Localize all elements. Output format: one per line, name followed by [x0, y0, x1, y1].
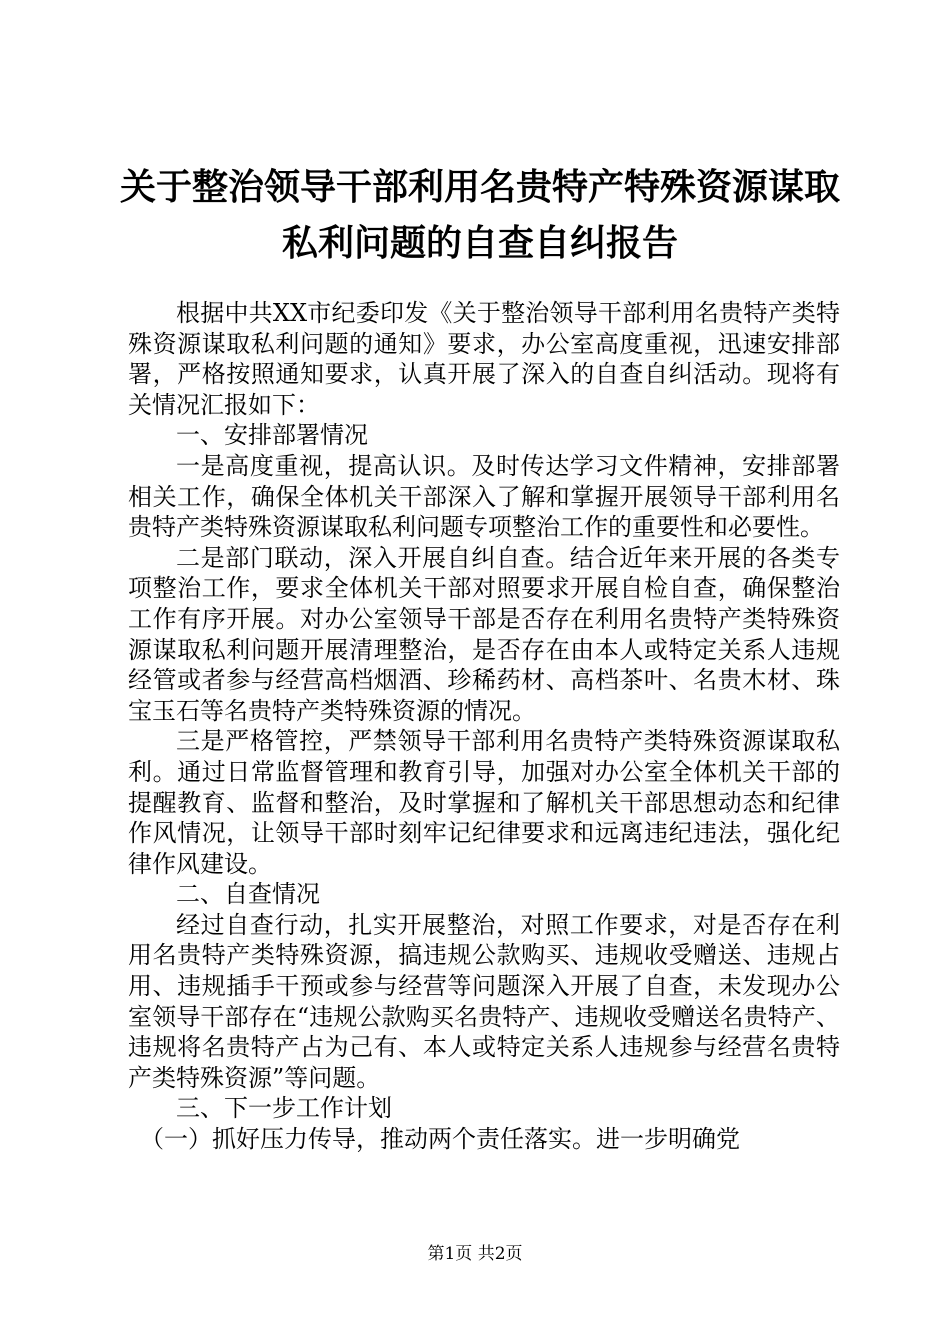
section-heading-1: 一、安排部署情况 [176, 421, 368, 450]
paragraph-self-check: 经过自查行动，扎实开展整治，对照工作要求，对是否存在利用名贵特产类特殊资源，搞违规公款购买、违规收受赠送、违规占用、违规插手干预或参与经营等问题深入开展了自查，未发现办公室领导干部存在“违规公款购买名贵特产、违规收受赠送名贵特产、违规将名贵特产占为己有、本人或特定关系人违规参与经营名贵特产类特殊资源”等问题。 [128, 910, 840, 1092]
paragraph-deployment-1: 一是高度重视，提高认识。及时传达学习文件精神，安排部署相关工作，确保全体机关干部深入了解和掌握开展领导干部利用名贵特产类特殊资源谋取私利问题专项整治工作的重要性和必要性。 [128, 451, 840, 542]
document-title [120, 160, 840, 272]
section-heading-3: 三、下一步工作计划 [176, 1094, 392, 1123]
intro-paragraph: 根据中共XX市纪委印发《关于整治领导干部利用名贵特产类特殊资源谋取私利问题的通知》要求，办公室高度重视，迅速安排部署，严格按照通知要求，认真开展了深入的自查自纠活动。现将有关情况汇报如下： [128, 299, 840, 419]
paragraph-plan-1: （一）抓好压力传导，推动两个责任落实。进一步明确党 [140, 1125, 740, 1154]
paragraph-deployment-2: 二是部门联动，深入开展自纠自查。结合近年来开展的各类专项整治工作，要求全体机关干部对照要求开展自检自查，确保整治工作有序开展。对办公室领导干部是否存在利用名贵特产类特殊资源谋取私利问题开展清理整治，是否存在由本人或特定关系人违规经管或者参与经营高档烟酒、珍稀药材、高档茶叶、名贵木材、珠宝玉石等名贵特产类特殊资源的情况。 [128, 543, 840, 725]
section-heading-2: 二、自查情况 [176, 880, 320, 909]
title-line-2: 私利问题的自查自纠报告 [281, 223, 678, 264]
paragraph-deployment-3: 三是严格管控，严禁领导干部利用名贵特产类特殊资源谋取私利。通过日常监督管理和教育引导，加强对办公室全体机关干部的提醒教育、监督和整治，及时掌握和了解机关干部思想动态和纪律作风情况，让领导干部时刻牢记纪律要求和远离违纪违法，强化纪律作风建设。 [128, 727, 840, 878]
document-body [128, 298, 840, 1155]
page-footer: 第1页 共2页 [427, 1244, 523, 1264]
title-line-1: 关于整治领导干部利用名贵特产特殊资源谋取 [120, 167, 841, 208]
